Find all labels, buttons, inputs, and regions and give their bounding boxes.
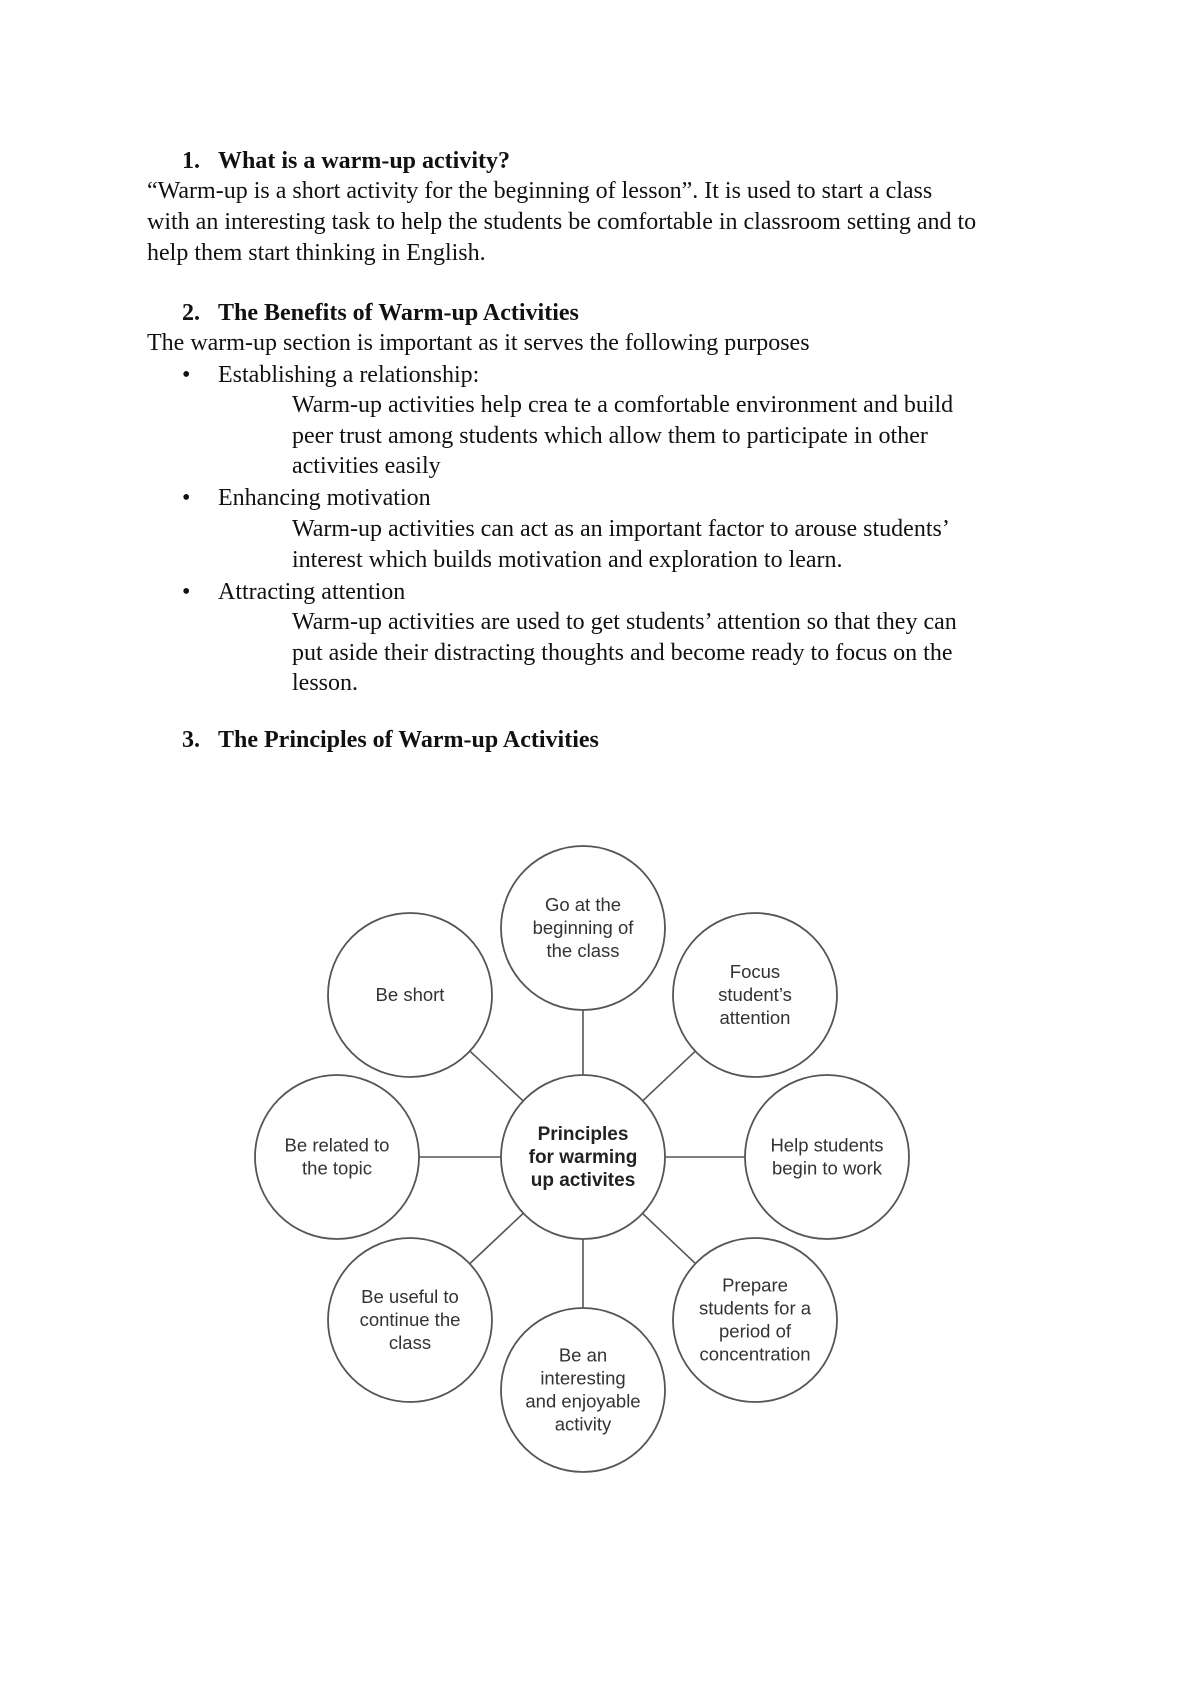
connector-line-top-left — [470, 1051, 523, 1101]
bullet-description — [292, 390, 1052, 482]
principle-label-left-line: Be related to — [284, 1134, 390, 1156]
section-1-paragraph — [147, 176, 1077, 269]
bullet-item — [182, 577, 405, 607]
principle-label-bottom-line: activity — [554, 1413, 612, 1435]
bullet-line: Warm-up activities can act as an important factor to arouse students’ — [292, 516, 950, 542]
principle-label-top-line: Go at the — [544, 894, 622, 915]
bullet-title: Enhancing motivation — [218, 485, 431, 511]
principle-label-left-line: the topic — [302, 1157, 372, 1179]
bullet-line: put aside their distracting thoughts and become ready to focus on the — [292, 639, 953, 666]
bullet-description — [292, 514, 1052, 575]
bullet-line: lesson. — [292, 670, 358, 696]
principle-label-bottom-line: Be an — [558, 1344, 608, 1366]
principle-label-top — [533, 894, 635, 961]
principle-label-top-left — [376, 984, 445, 1005]
section-2-title: The Benefits of Warm-up Activities — [218, 300, 579, 326]
section-1-number: 1. — [182, 148, 200, 174]
principle-label-top-right-line: attention — [719, 1007, 791, 1028]
section-1-title: What is a warm-up activity? — [218, 148, 510, 174]
bullet-dot-icon: • — [182, 579, 191, 605]
connector-line-top-right — [643, 1051, 696, 1101]
principle-label-top-right-line: student’s — [718, 984, 792, 1005]
section-3-title: The Principles of Warm-up Activities — [218, 727, 599, 753]
principle-label-top-right-line: Focus — [729, 961, 781, 982]
principle-label-bottom-left-line: Be useful to — [361, 1286, 459, 1307]
bullet-dot-icon: • — [182, 362, 191, 388]
principle-label-bottom-left-line: class — [388, 1332, 432, 1353]
principle-label-bottom-right-line: concentration — [699, 1343, 811, 1365]
center-node-label — [529, 1124, 638, 1191]
principle-label-top-left-line: Be short — [375, 984, 445, 1005]
bullet-title: Establishing a relationship: — [218, 362, 480, 388]
principle-label-top-line: beginning of — [532, 917, 634, 938]
bullet-line: Warm-up activities help crea te a comfortable environment and build — [292, 392, 954, 418]
bullet-line: peer trust among students which allow them to participate in other — [292, 422, 928, 449]
principle-label-bottom-left-line: continue the — [359, 1309, 461, 1330]
section-1-line: with an interesting task to help the students be comfortable in classroom setting and to — [147, 209, 977, 235]
section-2-number: 2. — [182, 300, 200, 326]
bullet-line: Warm-up activities are used to get students’ attention so that they can — [292, 609, 957, 635]
center-node-label-line: Principles — [537, 1124, 629, 1145]
bullet-item — [182, 483, 431, 513]
principle-label-bottom-right-line: Prepare — [722, 1274, 788, 1296]
bullet-description — [292, 607, 1052, 699]
principle-label-right-line: begin to work — [771, 1157, 883, 1179]
principles-diagram — [240, 840, 920, 1480]
principle-label-right-line: Help students — [770, 1134, 884, 1156]
section-1-line: help them start thinking in English. — [147, 240, 486, 266]
center-node-label-line: up activites — [530, 1170, 636, 1191]
principle-label-bottom-line: interesting — [540, 1367, 626, 1389]
bullet-line: activities easily — [292, 453, 441, 479]
connector-line-bottom-left — [470, 1213, 524, 1264]
section-2-heading — [182, 298, 579, 328]
connector-line-bottom-right — [643, 1213, 696, 1263]
section-3-heading — [182, 725, 599, 755]
section-1-line: “Warm-up is a short activity for the beginning of lesson”. It is used to start a class — [147, 178, 933, 204]
center-node-label-line: for warming — [528, 1147, 638, 1168]
bullet-dot-icon: • — [182, 485, 191, 511]
bullet-title: Attracting attention — [218, 579, 406, 605]
section-1-heading — [182, 146, 510, 176]
principle-label-bottom-right-line: period of — [719, 1320, 791, 1342]
principle-label-bottom-line: and enjoyable — [525, 1390, 641, 1412]
principle-label-top-line: the class — [546, 940, 620, 961]
principle-label-bottom-right-line: students for a — [698, 1297, 812, 1319]
bullet-item — [182, 360, 479, 390]
bullet-line: interest which builds motivation and exploration to learn. — [292, 546, 843, 573]
section-3-number: 3. — [182, 727, 200, 753]
principles-diagram-svg — [240, 840, 920, 1480]
section-2-intro: The warm-up section is important as it serves the following purposes — [147, 330, 810, 356]
